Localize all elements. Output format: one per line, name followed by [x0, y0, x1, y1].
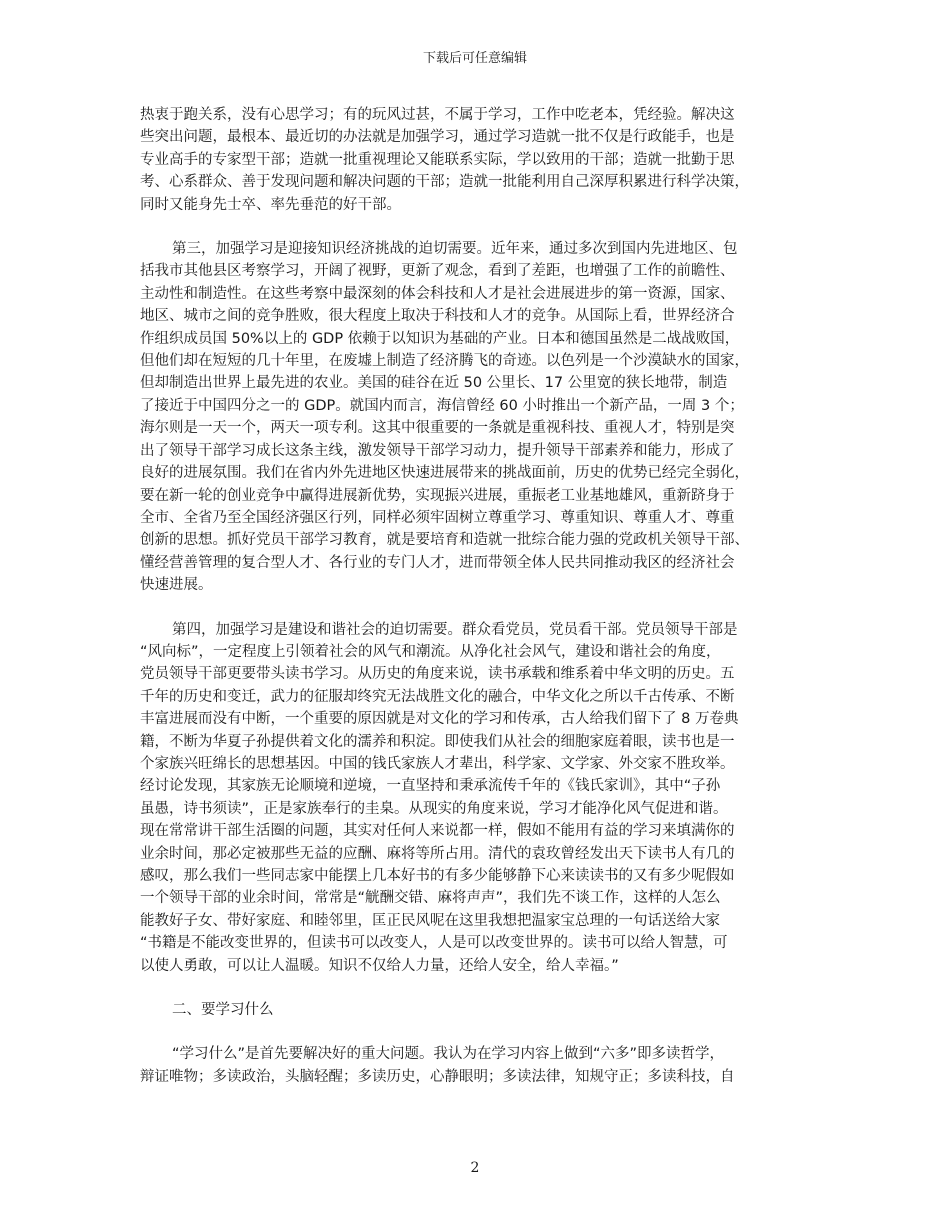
- text-line: 千年的历史和变迁，武力的征服却终究无法战胜文化的融合，中华文化之所以千古传承、不断: [140, 688, 735, 705]
- text-line: 党员领导干部更要带头读书学习。从历史的角度来说，读书承载和维系着中华文明的历史。五: [140, 666, 735, 683]
- text-line: 良好的进展氛围。我们在省内外先进地区快速进展带来的挑战面前，历史的优势已经完全弱化，: [140, 465, 749, 482]
- paragraph: [140, 1043, 812, 1088]
- text-line: 些突出问题，最根本、最近切的办法就是加强学习，通过学习造就一批不仅是行政能手，也是: [140, 129, 735, 146]
- paragraph-gap: [140, 216, 812, 238]
- text-line: 以使人勇敢，可以让人温暖。知识不仅给人力量，还给人安全，给人幸福。”: [140, 957, 619, 974]
- paragraph: [140, 619, 812, 978]
- page-number: 2: [470, 1160, 480, 1176]
- text-line: 虽愚，诗书须读”，正是家族奉行的圭臬。从现实的角度来说，学习才能净化风气促进和谐。: [140, 800, 728, 817]
- text-line: “书籍是不能改变世界的，但读书可以改变人，人是可以改变世界的。读书可以给人智慧，可: [140, 935, 728, 952]
- text-line: 快速进展。: [140, 577, 213, 594]
- text-line: 现在常常讲干部生活圈的问题，其实对任何人来说都一样，假如不能用有益的学习来填满你的: [140, 823, 735, 840]
- text-line: 热衷于跑关系，没有心思学习；有的玩风过甚，不属于学习，工作中吃老本，凭经验。解决这: [140, 107, 735, 123]
- text-line: 作组织成员国 50%以上的 GDP 依赖于以知识为基础的产业。日本和德国虽然是二战战败国，: [140, 330, 740, 347]
- paragraph-gap: [140, 977, 812, 999]
- text-line: 丰富进展而没有中断，一个重要的原因就是对文化的学习和传承，古人给我们留下了 8 万卷典: [140, 711, 739, 728]
- text-line: 能教好子女、带好家庭、和睦邻里，匡正民风呢在这里我想把温家宝总理的一句话送给大家: [140, 912, 720, 929]
- text-line: 括我市其他县区考察学习，开阔了视野，更新了观念，看到了差距，也增强了工作的前瞻性、: [140, 263, 735, 280]
- text-line: 二、要学习什么: [172, 1002, 274, 1019]
- text-line: 同时又能身先士卒、率先垂范的好干部。: [140, 196, 401, 213]
- text-line: 个家族兴旺绵长的思想基因。中国的钱氏家族人才辈出，科学家、文学家、外交家不胜玫举。: [140, 755, 735, 772]
- paragraph-gap: [140, 1021, 812, 1043]
- text-line: 全市、全省乃至全国经济强区行列，同样必须牢固树立尊重学习、尊重知识、尊重人才、尊重: [140, 509, 735, 526]
- text-line: 但他们却在短短的几十年里，在废墟上制造了经济腾飞的奇迹。以色列是一个沙漠缺水的国家，: [140, 353, 749, 370]
- text-line: 一个领导干部的业余时间，常常是“觥酬交错、麻将声声”，我们先不谈工作，这样的人怎么: [140, 890, 721, 907]
- text-line: 辩证唯物；多读政治，头脑轻醒；多读历史，心静眼明；多读法律，知规守正；多读科技，自: [140, 1068, 735, 1085]
- text-line: 但却制造出世界上最先进的农业。美国的硅谷在近 50 公里长、17 公里宽的狭长地带，制造: [140, 375, 728, 392]
- text-line: 感叹，那么我们一些同志家中能摆上几本好书的有多少能够静下心来读读书的又有多少呢假如: [140, 868, 735, 884]
- paragraph: [140, 999, 812, 1021]
- text-line: 地区、城市之间的竞争胜败，很大程度上取决于科技和人才的竞争。从国际上看，世界经济合: [140, 308, 735, 325]
- text-line: “风向标”，一定程度上引领着社会的风气和潮流。从净化社会风气，建设和谐社会的角度，: [140, 643, 721, 660]
- text-line: 业余时间，那必定被那些无益的应酬、麻将等所占用。清代的袁玫曾经发出天下读书人有几的: [140, 845, 735, 862]
- text-line: 出了领导干部学习成长这条主线，激发领导干部学习动力，提升领导干部素养和能力，形成了: [140, 442, 735, 459]
- text-line: 主动性和制造性。在这些考察中最深刻的体会科技和人才是社会进展进步的第一资源，国家、: [140, 285, 735, 302]
- text-line: 籍，不断为华夏子孙提供着文化的濡养和积淀。即使我们从社会的细胞家庭着眼，读书也是一: [140, 733, 735, 750]
- text-line: 经讨论发现，其家族无论顺境和逆境，一直坚持和秉承流传千年的《钱氏家训》，其中“子孙: [140, 778, 721, 795]
- page-header: 下载后可任意编辑: [422, 51, 527, 66]
- text-line: “学习什么”是首先要解决好的重大问题。我认为在学习内容上做到“六多”即多读哲学，: [172, 1046, 725, 1063]
- paragraph-gap: [140, 597, 812, 619]
- paragraph: [140, 238, 812, 597]
- text-line: 了接近于中国四分之一的 GDP。就国内而言，海信曾经 60 小时推出一个新产品，一周 3 个；: [140, 397, 744, 414]
- text-line: 第四，加强学习是建设和谐社会的迫切需要。群众看党员，党员看干部。党员领导干部是: [172, 621, 738, 638]
- document-body: [140, 104, 812, 1088]
- text-line: 专业高手的专家型干部；造就一批重视理论又能联系实际，学以致用的干部；造就一批勤于思: [140, 151, 735, 168]
- text-line: 创新的思想。抓好党员干部学习教育，就是要培育和造就一批综合能力强的党政机关领导干部、: [140, 532, 749, 549]
- text-line: 第三，加强学习是迎接知识经济挑战的迫切需要。近年来，通过多次到国内先进地区、包: [172, 241, 738, 258]
- paragraph: [140, 104, 812, 216]
- text-line: 考、心系群众、善于发现问题和解决问题的干部；造就一批能利用自己深厚积累进行科学决策，: [140, 174, 749, 191]
- text-line: 要在新一轮的创业竞争中赢得进展新优势，实现振兴进展，重振老工业基地雄风，重新跻身于: [140, 487, 735, 504]
- text-line: 海尔则是一天一个，两天一项专利。这其中很重要的一条就是重视科技、重视人才，特别是突: [140, 420, 735, 437]
- text-line: 懂经营善管理的复合型人才、各行业的专门人才，进而带领全体人民共同推动我区的经济社会: [140, 554, 735, 571]
